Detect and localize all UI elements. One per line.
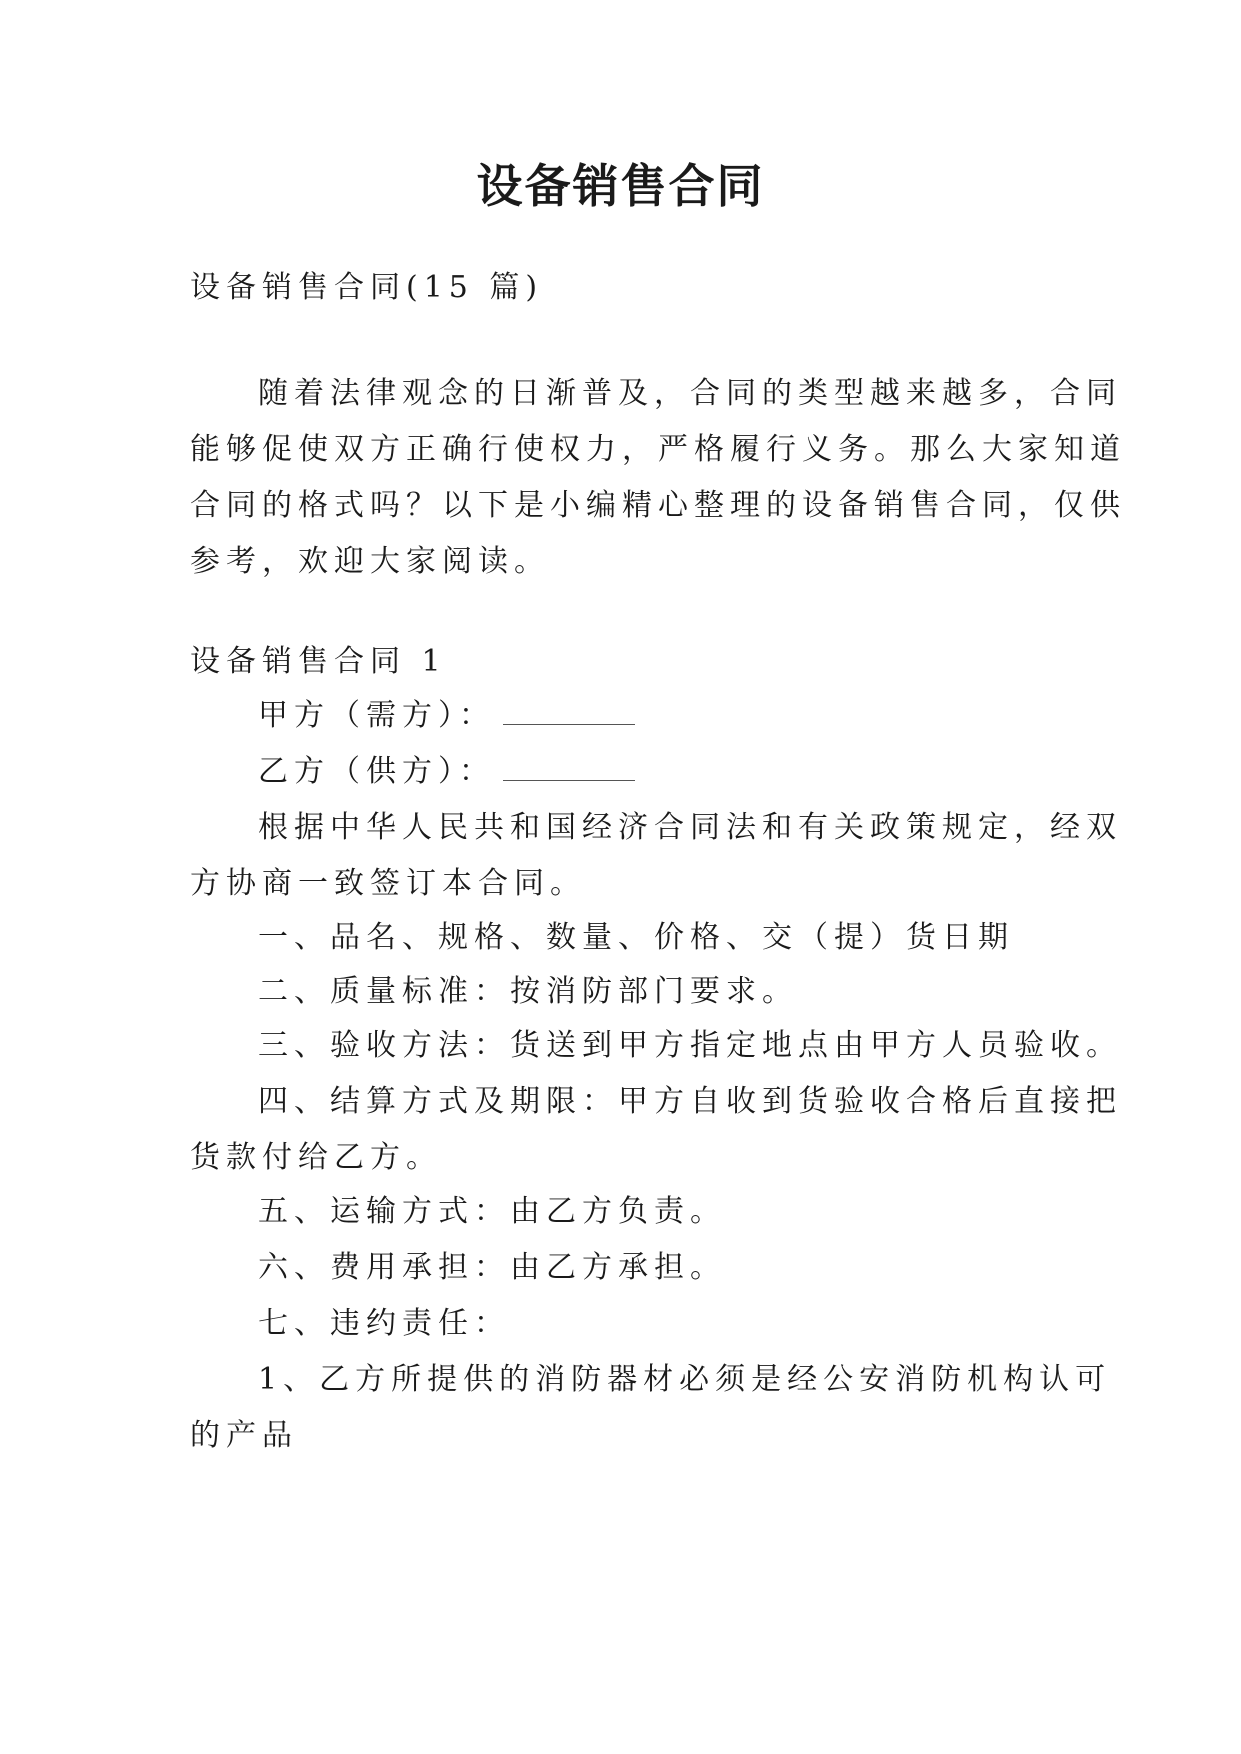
party-a-label: 甲方（需方）： (258, 698, 495, 733)
party-a-line (258, 690, 1138, 734)
clause-1: 一、品名、规格、数量、价格、交（提）货日期 (258, 920, 1014, 955)
clause-5: 五、运输方式：由乙方负责。 (258, 1194, 726, 1229)
clause-7-1-line-1: 1、乙方所提供的消防器材必须是经公安消防机构认可 (258, 1362, 1112, 1397)
clause-4-line-2: 货款付给乙方。 (190, 1140, 442, 1175)
party-a-blank (503, 702, 635, 725)
intro-line-2: 能够促使双方正确行使权力，严格履行义务。那么大家知道 (190, 432, 1126, 467)
party-b-label: 乙方（供方）： (258, 754, 495, 789)
basis-line-1: 根据中华人民共和国经济合同法和有关政策规定，经双 (258, 810, 1122, 845)
intro-line-4: 参考，欢迎大家阅读。 (190, 544, 550, 579)
clause-2: 二、质量标准：按消防部门要求。 (258, 974, 798, 1009)
intro-line-1: 随着法律观念的日渐普及，合同的类型越来越多，合同 (258, 376, 1122, 411)
clause-6: 六、费用承担：由乙方承担。 (258, 1250, 726, 1285)
clause-4-line-1: 四、结算方式及期限：甲方自收到货验收合格后直接把 (258, 1084, 1122, 1119)
intro-line-3: 合同的格式吗？以下是小编精心整理的设备销售合同，仅供 (190, 488, 1126, 523)
clause-7: 七、违约责任： (258, 1306, 510, 1341)
party-b-blank (503, 758, 635, 781)
clause-7-1-line-2: 的产品 (190, 1418, 298, 1453)
basis-line-2: 方协商一致签订本合同。 (190, 866, 586, 901)
document-title: 设备销售合同 (476, 159, 765, 213)
party-b-line (258, 746, 1138, 790)
document-subtitle: 设备销售合同(15 篇) (190, 270, 544, 305)
clause-3: 三、验收方法：货送到甲方指定地点由甲方人员验收。 (258, 1028, 1122, 1063)
section-heading: 设备销售合同 1 (190, 644, 447, 679)
